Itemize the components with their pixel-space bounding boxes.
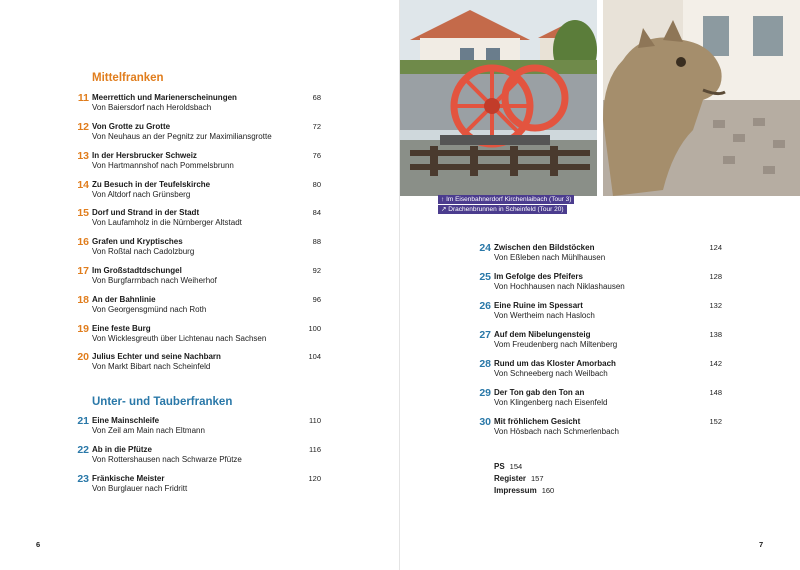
tour-title: Fränkische Meister — [92, 474, 165, 483]
caption-arrow-upright-icon: ↗ — [441, 206, 447, 213]
page-number: 104 — [308, 352, 321, 361]
tour-route: Von Laufamholz in die Nürnberger Altstadt — [92, 218, 242, 227]
toc-entry[interactable] — [478, 416, 722, 442]
tour-number: 30 — [479, 416, 491, 428]
appendix-label: Impressum — [494, 486, 537, 495]
toc-entry[interactable] — [76, 351, 321, 377]
page-number: 88 — [312, 237, 321, 246]
appendix-label: PS — [494, 462, 505, 471]
toc-entry[interactable] — [76, 121, 321, 147]
tour-title: Meerrettich und Marienerscheinungen — [92, 93, 237, 102]
tour-route: Von Hösbach nach Schmerlenbach — [494, 427, 619, 436]
tour-title: Mit fröhlichem Gesicht — [494, 417, 581, 426]
appendix-list — [494, 461, 554, 497]
appendix-item[interactable] — [494, 485, 554, 497]
tour-route: Von Klingenberg nach Eisenfeld — [494, 398, 608, 407]
toc-entry[interactable] — [478, 242, 722, 268]
photo-dragon-fountain — [603, 0, 800, 196]
tour-route: Von Wicklesgreuth über Lichtenau nach Sachsen — [92, 334, 267, 343]
appendix-item[interactable] — [494, 461, 554, 473]
page-number: 128 — [709, 272, 722, 281]
tour-title: Rund um das Kloster Amorbach — [494, 359, 616, 368]
toc-entry[interactable] — [76, 294, 321, 320]
tour-number: 21 — [77, 415, 89, 427]
toc-entry[interactable] — [76, 179, 321, 205]
tour-number: 24 — [479, 242, 491, 254]
tour-route: Von Georgensgmünd nach Roth — [92, 305, 207, 314]
photo-caption-railway — [438, 195, 574, 204]
section-heading-mittelfranken: Mittelfranken — [92, 72, 164, 84]
page-number: 72 — [312, 122, 321, 131]
tour-title: Im Großstadtdschungel — [92, 266, 182, 275]
page-number: 148 — [709, 388, 722, 397]
tour-number: 20 — [77, 351, 89, 363]
tour-number: 28 — [479, 358, 491, 370]
toc-entry[interactable] — [478, 358, 722, 384]
page-number: 80 — [312, 180, 321, 189]
page-number: 152 — [709, 417, 722, 426]
toc-entry[interactable] — [76, 92, 321, 118]
tour-title: Zwischen den Bildstöcken — [494, 243, 595, 252]
toc-entry[interactable] — [76, 150, 321, 176]
tour-route: Von Roßtal nach Cadolzburg — [92, 247, 195, 256]
toc-entry[interactable] — [478, 387, 722, 413]
toc-entry[interactable] — [478, 300, 722, 326]
tour-title: In der Hersbrucker Schweiz — [92, 151, 197, 160]
tour-number: 29 — [479, 387, 491, 399]
toc-entry[interactable] — [76, 236, 321, 262]
tour-title: Im Gefolge des Pfeifers — [494, 272, 583, 281]
tour-number: 26 — [479, 300, 491, 312]
page-number: 68 — [312, 93, 321, 102]
page-number: 100 — [308, 324, 321, 333]
tour-number: 16 — [77, 236, 89, 248]
toc-entry[interactable] — [76, 415, 321, 441]
tour-title: Eine Ruine im Spessart — [494, 301, 583, 310]
tour-title: Julius Echter und seine Nachbarn — [92, 352, 221, 361]
page-number: 124 — [709, 243, 722, 252]
toc-entry[interactable] — [76, 265, 321, 291]
tour-title: Auf dem Nibelungensteig — [494, 330, 591, 339]
tour-number: 17 — [77, 265, 89, 277]
page-number: 110 — [309, 416, 321, 425]
tour-title: An der Bahnlinie — [92, 295, 156, 304]
tour-route: Von Hochhausen nach Niklashausen — [494, 282, 625, 291]
tour-number: 23 — [77, 473, 89, 485]
railway-wheel-image — [400, 0, 597, 196]
photo-caption-fountain — [438, 205, 567, 214]
tour-number: 12 — [77, 121, 89, 133]
toc-entry[interactable] — [76, 444, 321, 470]
toc-entry[interactable] — [478, 271, 722, 297]
tour-number: 14 — [77, 179, 89, 191]
toc-entry[interactable] — [76, 323, 321, 349]
tour-title: Von Grotte zu Grotte — [92, 122, 171, 131]
folio-left: 6 — [36, 540, 41, 549]
dragon-fountain-image — [603, 0, 800, 196]
section-heading-unter-tauberfranken: Unter- und Tauberfranken — [92, 396, 233, 408]
tour-route: Von Rottershausen nach Schwarze Pfütze — [92, 455, 242, 464]
toc-entry[interactable] — [76, 207, 321, 233]
tour-title: Eine feste Burg — [92, 324, 151, 333]
page-number: 96 — [312, 295, 321, 304]
tour-title: Zu Besuch in der Teufelskirche — [92, 180, 211, 189]
tour-number: 25 — [479, 271, 491, 283]
tour-route: Von Wertheim nach Hasloch — [494, 311, 595, 320]
page-number: 84 — [312, 208, 321, 217]
page-number: 132 — [709, 301, 722, 310]
caption-text: Im Eisenbahnerdorf Kirchenlaibach (Tour 3) — [446, 196, 572, 203]
tour-title: Dorf und Strand in der Stadt — [92, 208, 200, 217]
caption-arrow-up-icon: ↑ — [441, 196, 445, 203]
page-number: 138 — [709, 330, 722, 339]
tour-number: 19 — [77, 323, 89, 335]
appendix-label: Register — [494, 474, 527, 483]
folio-right: 7 — [759, 540, 764, 549]
tour-route: Vom Freudenberg nach Miltenberg — [494, 340, 618, 349]
tour-title: Grafen und Kryptisches — [92, 237, 183, 246]
tour-route: Von Zeil am Main nach Eltmann — [92, 426, 205, 435]
appendix-page: 157 — [531, 474, 544, 483]
appendix-page: 160 — [541, 486, 555, 495]
tour-route: Von Schneeberg nach Weilbach — [494, 369, 608, 378]
tour-route: Von Baiersdorf nach Heroldsbach — [92, 103, 212, 112]
tour-number: 13 — [77, 150, 89, 162]
tour-route: Von Neuhaus an der Pegnitz zur Maximiliansgrotte — [92, 132, 272, 141]
tour-route: Von Eßleben nach Mühlhausen — [494, 253, 606, 262]
tour-title: Ab in die Pfütze — [92, 445, 152, 454]
page-number: 76 — [312, 151, 321, 160]
page-number: 142 — [709, 359, 722, 368]
tour-route: Von Burglauer nach Fridritt — [92, 484, 188, 493]
caption-text: Drachenbrunnen in Scheinfeld (Tour 20) — [448, 206, 564, 213]
tour-number: 15 — [77, 207, 89, 219]
photo-railway-wheel — [400, 0, 597, 196]
tour-title: Eine Mainschleife — [92, 416, 160, 425]
page-number: 92 — [312, 266, 321, 275]
tour-route: Von Burgfarrnbach nach Weiherhof — [92, 276, 217, 285]
page-number: 116 — [309, 445, 321, 454]
appendix-page: 154 — [509, 462, 523, 471]
appendix-item[interactable] — [494, 473, 554, 485]
tour-route: Von Hartmannshof nach Pommelsbrunn — [92, 161, 234, 170]
toc-entry[interactable] — [478, 329, 722, 355]
tour-number: 18 — [77, 294, 89, 306]
page-number: 120 — [308, 474, 321, 483]
tour-number: 27 — [479, 329, 491, 341]
tour-number: 11 — [77, 92, 89, 104]
tour-route: Von Altdorf nach Grünsberg — [92, 190, 191, 199]
toc-entry[interactable] — [76, 473, 321, 499]
tour-number: 22 — [77, 444, 89, 456]
tour-title: Der Ton gab den Ton an — [494, 388, 585, 397]
tour-route: Von Markt Bibart nach Scheinfeld — [92, 362, 211, 371]
